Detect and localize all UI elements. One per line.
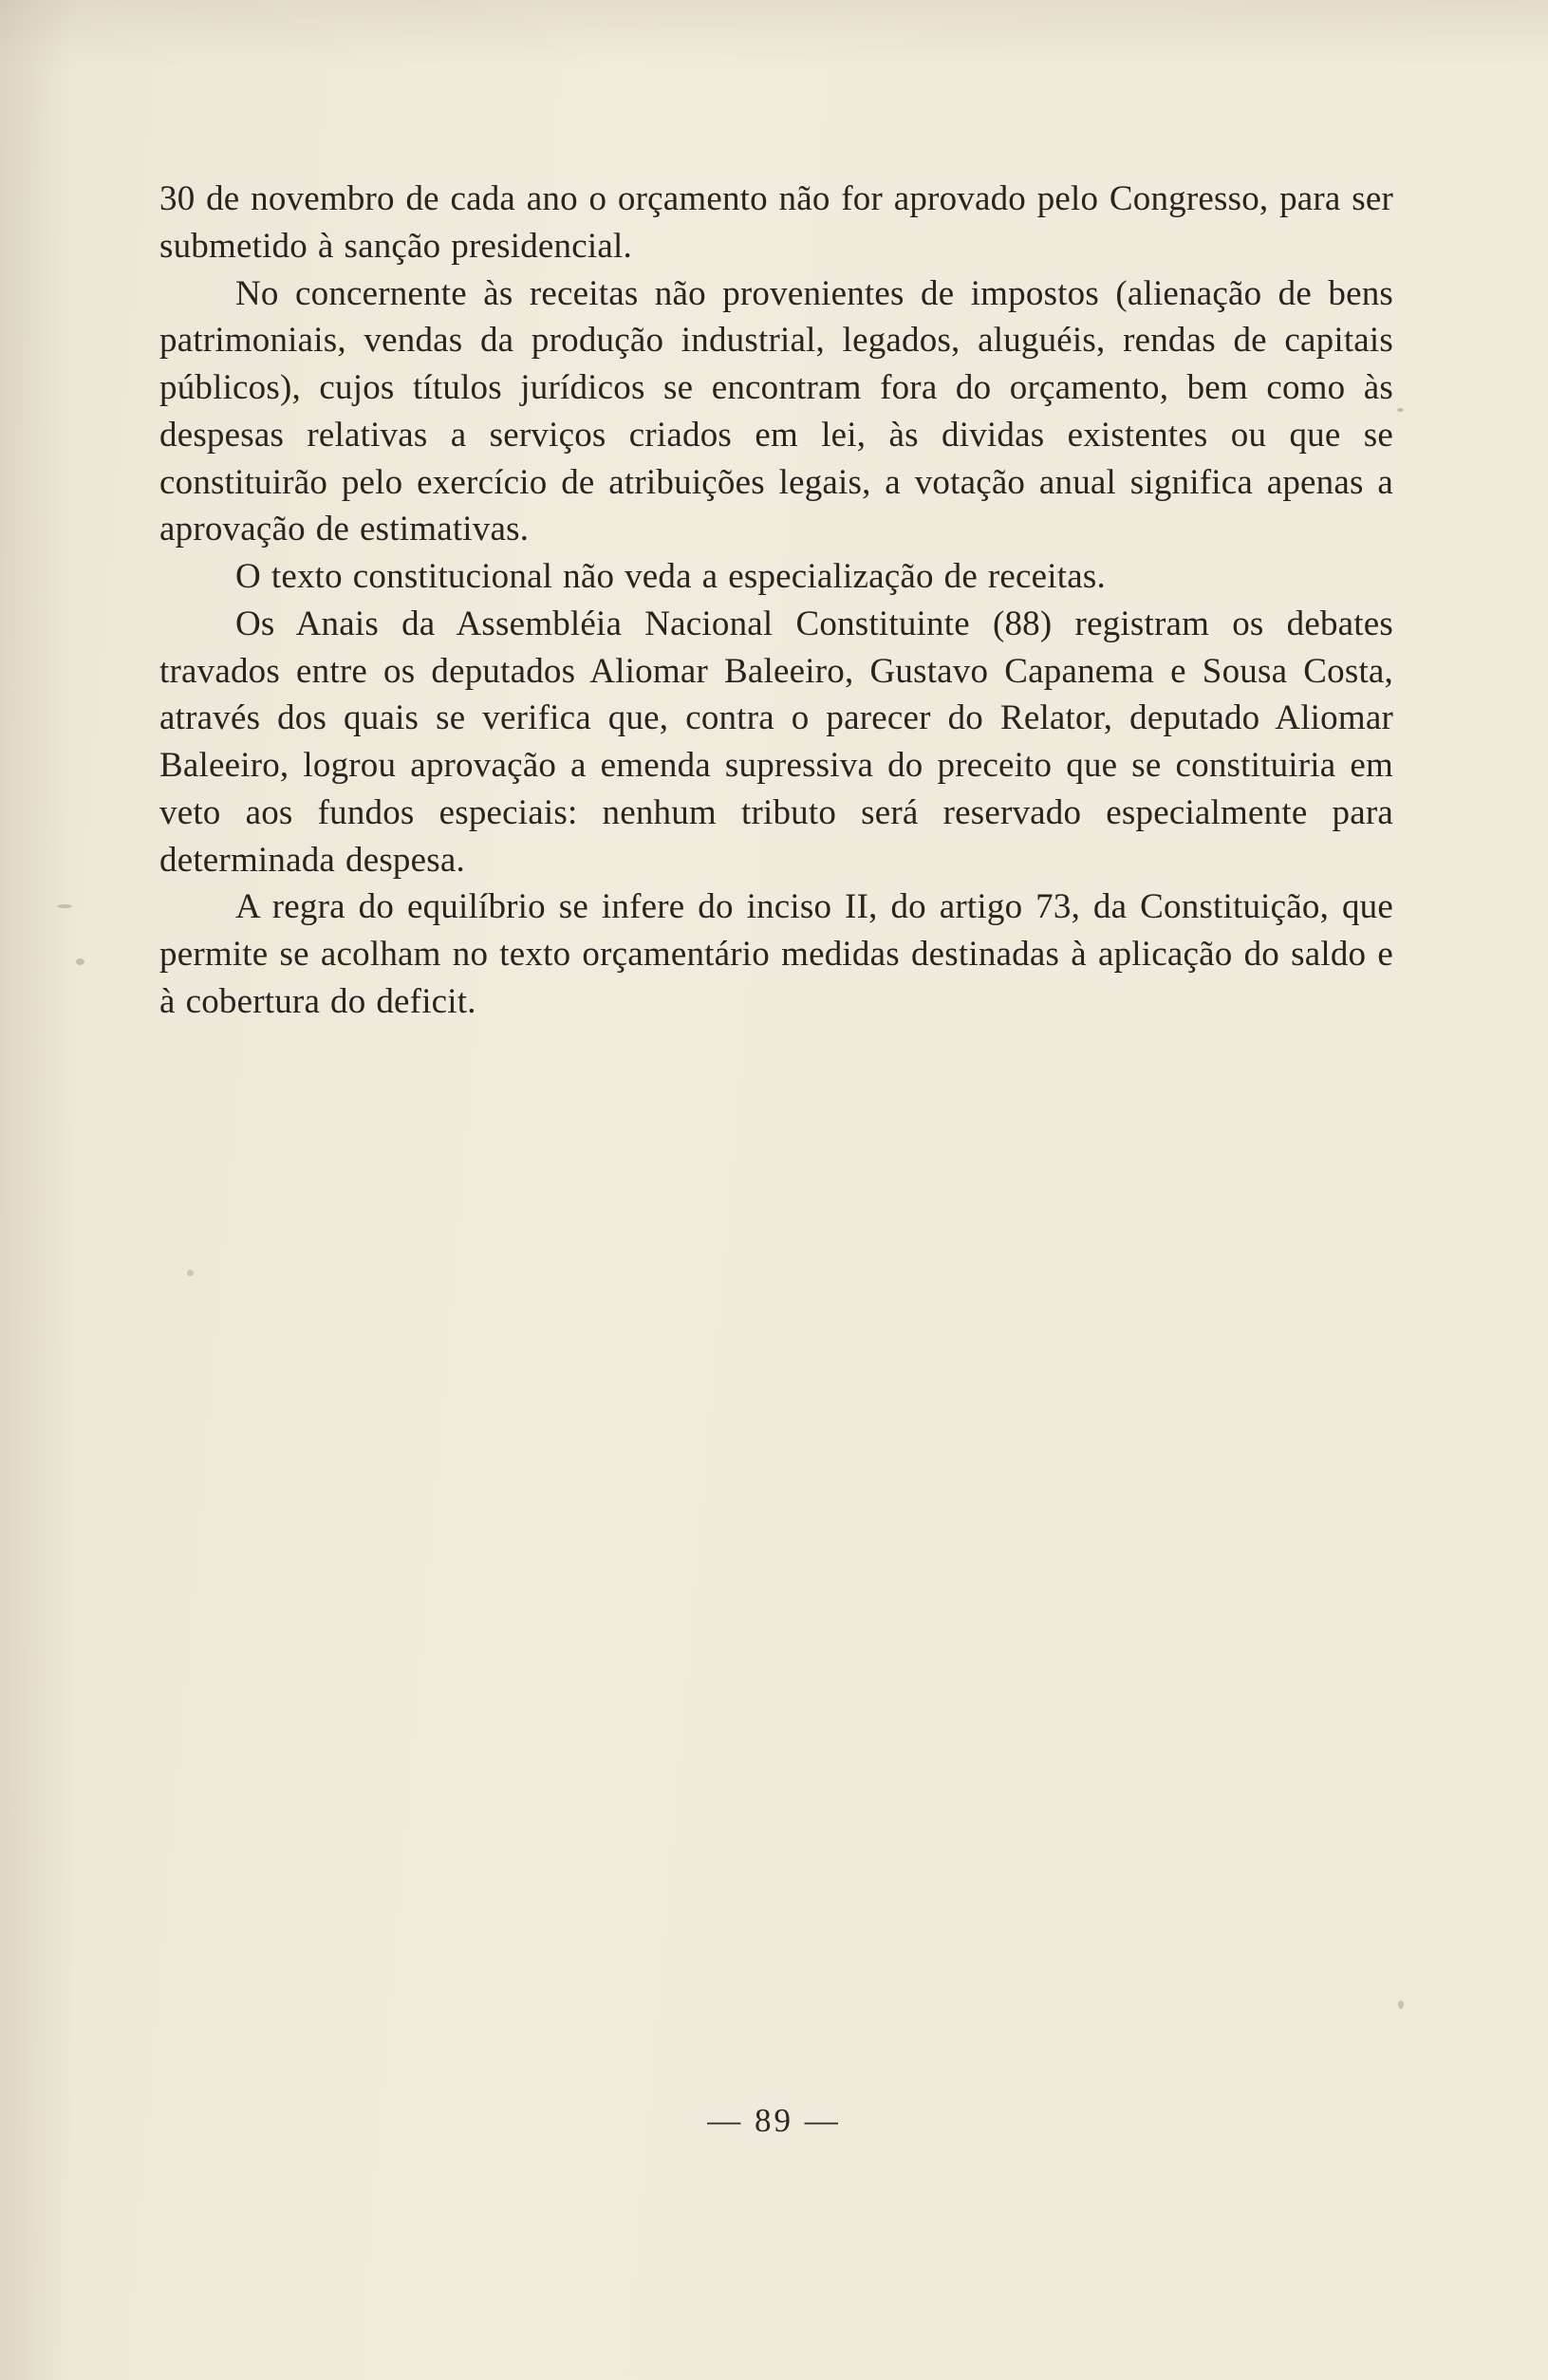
page-number: — 89 — <box>707 2102 841 2139</box>
page-top-shadow <box>0 0 1548 66</box>
scan-speck <box>1397 408 1404 412</box>
paragraph-2: No concernente às receitas não provenientes de impostos (alienação de bens patrimoniais, vendas da produção industrial, legados, aluguéis, rendas de capitais públicos), cujos títulos jurídicos se encontram fora do orçamento, bem como às despesas relativas a serviços criados em lei, às dividas existentes ou que se constituirão pelo exercício de atribuições legais, a votação anual significa apenas a aprovação de estimativas. <box>159 273 1393 549</box>
paragraph-4: Os Anais da Assembléia Nacional Constituinte (88) registram os debates travados entre os deputados Aliomar Baleeiro, Gustavo Capanema e Sousa Costa, através dos quais se verifica que, contra o parecer do Relator, deputado Aliomar Baleeiro, logrou aprovação a emenda supressiva do preceito que se constituiria em veto aos fundos especiais: nenhum tributo será reservado especialmente para determinada despesa. <box>159 604 1393 880</box>
page-text-block <box>159 176 1393 1026</box>
scan-speck <box>187 1270 194 1276</box>
scan-speck <box>1398 2000 1404 2009</box>
page-edge-shadow <box>0 0 76 2380</box>
paragraph-5: A regra do equilíbrio se infere do inciso II, do artigo 73, da Constituição, que permite se acolham no texto orçamentário medidas destinadas à aplicação do saldo e à cobertura do deficit. <box>159 887 1393 1021</box>
scan-speck <box>76 958 84 965</box>
scan-speck <box>57 904 72 908</box>
paragraph-1: 30 de novembro de cada ano o orçamento não for aprovado pelo Congresso, para ser submetido à sanção presidencial. <box>159 179 1393 266</box>
paragraph-3: O texto constitucional não veda a especialização de receitas. <box>235 557 1106 596</box>
